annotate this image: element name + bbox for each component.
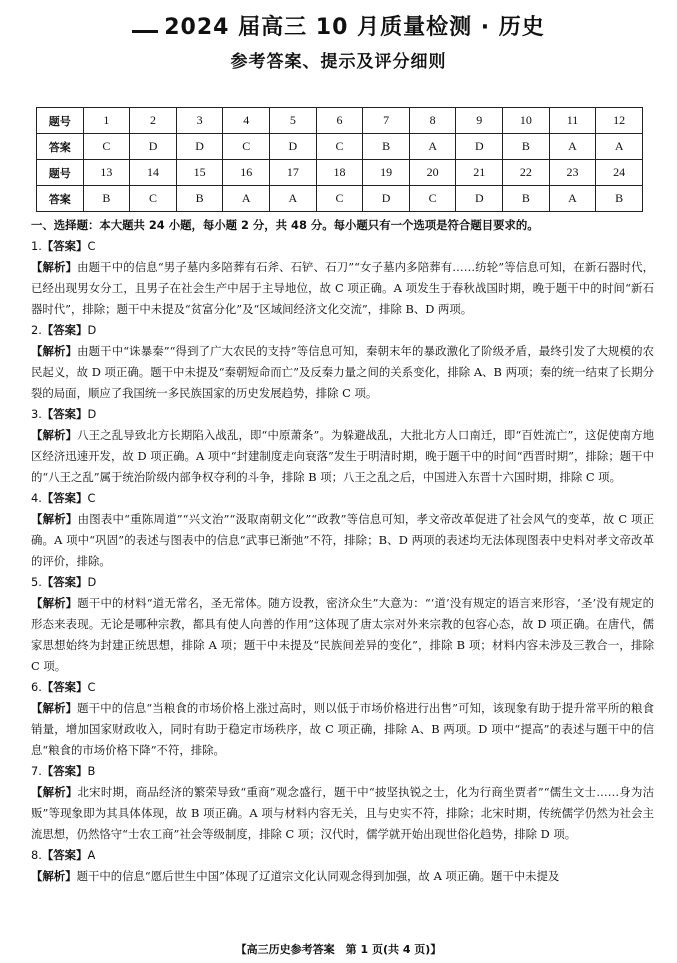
- table-cell: B: [176, 186, 223, 212]
- analysis-text: 八王之乱导致北方长期陷入战乱，即“中原萧条”。为躲避战乱，大批北方人口南迁，即“百姓流亡”，这促使南方地区经济迅速开发，故 D 项正确。A 项中“封建制度走向衰落”发生于明清时期，晚于题干中的时间“西晋时期”，排除；题干中的“八王之乱”属于统治阶级内部争权夺利的斗争，排除 B 项；八王之乱之后，中国进入东晋十六国时期，排除 C 项。: [31, 428, 654, 484]
- page-title-text: 2024 届高三 10 月质量检测 · 历史: [164, 15, 545, 40]
- answer-line: [31, 488, 654, 509]
- table-cell: A: [270, 186, 317, 212]
- table-cell: 15: [176, 160, 223, 186]
- analysis-tag: 【解析】: [31, 344, 78, 358]
- table-cell: D: [456, 186, 503, 212]
- item-number: 6.: [31, 680, 42, 694]
- answer-tag: 【答案】: [41, 764, 88, 778]
- analysis-text: 题干中的材料“道无常名，圣无常体。随方设教，密济众生”大意为：“‘道’没有规定的语言来形容，‘圣’没有规定的形态来表现。无论是哪种宗教，都具有使人向善的作用”这体现了唐太宗对外来宗教的包容心态，故 D 项正确。在唐代，儒家思想始终为封建正统思想，排除 A 项；题干中未提及“民族间差异的变化”，排除 B 项；材料内容未涉及三教合一，排除 C 项。: [31, 596, 654, 673]
- answer-table: [36, 107, 643, 212]
- table-cell: D: [176, 134, 223, 160]
- table-cell: 14: [130, 160, 177, 186]
- analysis-paragraph: [31, 866, 654, 887]
- table-cell: 6: [316, 108, 363, 134]
- table-cell: 2: [130, 108, 177, 134]
- analysis-tag: 【解析】: [31, 260, 78, 274]
- analysis-text: 由图表中“重陈周道”“兴文治”“汲取南朝文化”“政教”等信息可知，孝文帝改革促进了社会风气的变革，故 C 项正确。A 项中“巩固”的表述与图表中的信息“武事已渐弛”不符，排除；B、D 两项的表述均无法体现图表中史料对孝文帝改革的评价，排除。: [31, 512, 654, 568]
- table-cell: C: [130, 186, 177, 212]
- answer-tag: 【答案】: [41, 239, 88, 253]
- table-cell: B: [83, 186, 130, 212]
- item-list: [31, 236, 654, 887]
- table-cell: 18: [316, 160, 363, 186]
- answer-value: C: [87, 491, 96, 505]
- analysis-tag: 【解析】: [31, 428, 78, 442]
- answer-line: [31, 404, 654, 425]
- answer-line: [31, 845, 654, 866]
- content-body: [31, 215, 654, 887]
- page-subtitle: 参考答案、提示及评分细则: [230, 52, 447, 72]
- analysis-paragraph: [31, 782, 654, 845]
- title-rule: [132, 30, 158, 33]
- answer-line: [31, 677, 654, 698]
- answer-line: [31, 572, 654, 593]
- page-footer: 【高三历史参考答案 第 1 页(共 4 页)】: [235, 943, 442, 956]
- table-cell: C: [409, 186, 456, 212]
- table-cell: 24: [596, 160, 643, 186]
- table-cell: 5: [270, 108, 317, 134]
- table-cell: D: [270, 134, 317, 160]
- analysis-tag: 【解析】: [31, 701, 78, 715]
- table-cell: A: [223, 186, 270, 212]
- answer-line: [31, 236, 654, 257]
- analysis-paragraph: [31, 509, 654, 572]
- analysis-text: 题干中的信息“当粮食的市场价格上涨过高时，则以低于市场价格进行出售”可知，该现象有助于提升常平所的粮食销量，增加国家财政收入，同时有助于稳定市场秩序，故 C 项正确，排除 A、B 两项。D 项中“提高”的表述与题干中的信息“粮食的市场价格下降”不符，排除。: [31, 701, 654, 757]
- table-cell: 19: [363, 160, 410, 186]
- item-number: 8.: [31, 848, 42, 862]
- analysis-tag: 【解析】: [31, 869, 77, 883]
- analysis-text: 由题干中“诛暴秦”“得到了广大农民的支持”等信息可知，秦朝末年的暴政激化了阶级矛盾，最终引发了大规模的农民起义，故 D 项正确。题干中未提及“秦朝短命而亡”及反秦力量之间的关系变化，排除 A、B 两项；秦的统一结束了长期分裂的局面，顺应了我国统一多民族国家的历史发展趋势，排除 C 项。: [31, 344, 654, 400]
- answer-value: C: [87, 239, 96, 253]
- answer-tag: 【答案】: [41, 491, 88, 505]
- answer-line: [31, 761, 654, 782]
- table-cell: 20: [409, 160, 456, 186]
- table-row: [37, 186, 643, 212]
- table-cell: 9: [456, 108, 503, 134]
- table-cell: 17: [270, 160, 317, 186]
- answer-value: B: [87, 764, 96, 778]
- answer-tag: 【答案】: [41, 680, 88, 694]
- table-cell: 8: [409, 108, 456, 134]
- item-number: 7.: [31, 764, 42, 778]
- table-cell: C: [223, 134, 270, 160]
- answer-tag: 【答案】: [41, 848, 88, 862]
- answer-value: C: [87, 680, 96, 694]
- analysis-paragraph: [31, 425, 654, 488]
- row-label: 题号: [37, 108, 84, 134]
- analysis-text: 由题干中的信息“男子墓内多陪葬有石斧、石铲、石刀”“女子墓内多陪葬有……纺轮”等信息可知，在新石器时代，已经出现男女分工，且男子在社会生产中居于主导地位，故 C 项正确。A 项发生于春秋战国时期，晚于题干中的时间“新石器时代”，排除；题干中未提及“贫富分化”及“区域间经济文化交流”，排除 B、D 两项。: [31, 260, 654, 316]
- table-cell: 7: [363, 108, 410, 134]
- analysis-paragraph: [31, 593, 654, 677]
- table-cell: B: [363, 134, 410, 160]
- table-cell: 1: [83, 108, 130, 134]
- answer-value: D: [87, 323, 97, 337]
- table-cell: 16: [223, 160, 270, 186]
- analysis-text: 题干中的信息“愿后世生中国”体现了辽道宗文化认同观念得到加强，故 A 项正确。题干中未提及: [76, 869, 560, 883]
- table-cell: A: [549, 134, 596, 160]
- table-cell: D: [130, 134, 177, 160]
- table-cell: A: [596, 134, 643, 160]
- row-label: 答案: [37, 134, 84, 160]
- table-cell: D: [363, 186, 410, 212]
- table-cell: B: [503, 134, 550, 160]
- table-cell: C: [83, 134, 130, 160]
- analysis-tag: 【解析】: [31, 512, 78, 526]
- page-header: [0, 10, 677, 72]
- table-row: [37, 160, 643, 186]
- page-title: [132, 10, 545, 41]
- analysis-paragraph: [31, 341, 654, 404]
- answer-value: A: [87, 848, 96, 862]
- table-cell: 21: [456, 160, 503, 186]
- item-number: 2.: [31, 323, 42, 337]
- answer-value: D: [87, 407, 97, 421]
- table-cell: 23: [549, 160, 596, 186]
- table-cell: 10: [503, 108, 550, 134]
- table-cell: 22: [503, 160, 550, 186]
- table-cell: A: [549, 186, 596, 212]
- item-number: 3.: [31, 407, 42, 421]
- analysis-tag: 【解析】: [31, 785, 78, 799]
- item-number: 4.: [31, 491, 42, 505]
- table-cell: 3: [176, 108, 223, 134]
- section-heading: 一、选择题：本大题共 24 小题，每小题 2 分，共 48 分。每小题只有一个选项是符合题目要求的。: [31, 218, 539, 232]
- answer-tag: 【答案】: [41, 575, 88, 589]
- answer-tag: 【答案】: [41, 323, 88, 337]
- item-number: 1.: [31, 239, 42, 253]
- table-cell: 13: [83, 160, 130, 186]
- table-row: [37, 134, 643, 160]
- analysis-text: 北宋时期，商品经济的繁荣导致“重商”观念盛行，题干中“披坚执锐之士，化为行商坐贾者”“儒生文士……身为沽贩”等现象即为其具体体现，故 B 项正确。A 项与材料内容无关，且与史实不符，排除；北宋时期，传统儒学仍然为社会主流思想，仍然恪守“士农工商”社会等级制度，排除 C 项；汉代时，儒学就开始出现世俗化趋势，排除 D 项。: [31, 785, 654, 841]
- answer-line: [31, 320, 654, 341]
- table-cell: B: [596, 186, 643, 212]
- table-cell: B: [503, 186, 550, 212]
- analysis-paragraph: [31, 257, 654, 320]
- analysis-paragraph: [31, 698, 654, 761]
- table-cell: 11: [549, 108, 596, 134]
- table-cell: D: [456, 134, 503, 160]
- answer-tag: 【答案】: [41, 407, 88, 421]
- table-cell: C: [316, 186, 363, 212]
- row-label: 答案: [37, 186, 84, 212]
- analysis-tag: 【解析】: [31, 596, 78, 610]
- table-cell: A: [409, 134, 456, 160]
- table-cell: 12: [596, 108, 643, 134]
- table-cell: C: [316, 134, 363, 160]
- item-number: 5.: [31, 575, 42, 589]
- table-row: [37, 108, 643, 134]
- table-cell: 4: [223, 108, 270, 134]
- answer-value: D: [87, 575, 97, 589]
- row-label: 题号: [37, 160, 84, 186]
